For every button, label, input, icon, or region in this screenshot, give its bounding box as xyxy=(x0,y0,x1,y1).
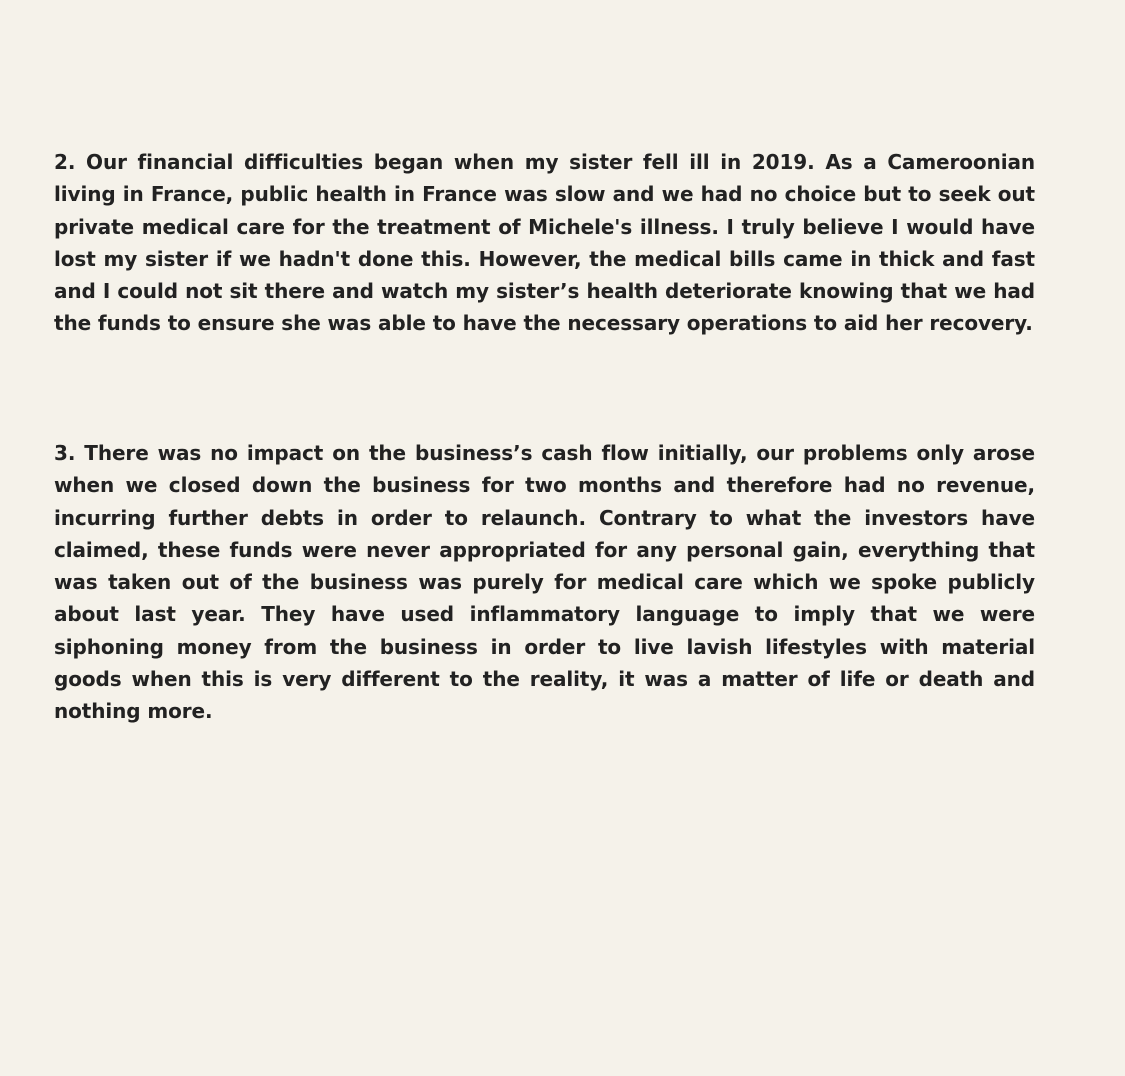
statement-paragraph-2: 2. Our financial difficulties began when my sister fell ill in 2019. As a Cameroonian living in France, public health in France was slow and we had no choice but to seek out private medical care for the treatment of Michele's illness. I truly believe I would have lost my sister if we hadn't done this. However, the medical bills came in thick and fast and I could not sit there and watch my sister’s health deteriorate knowing that we had the funds to ensure she was able to have the necessary operations to aid her recovery. xyxy=(54,150,1035,336)
statement-paragraph-3: 3. There was no impact on the business’s cash flow initially, our problems only arose when we closed down the business for two months and therefore had no revenue, incurring further debts in order to relaunch. Contrary to what the investors have claimed, these funds were never appropriated for any personal gain, everything that was taken out of the business was purely for medical care which we spoke publicly about last year. They have used inflammatory language to imply that we were siphoning money from the business in order to live lavish lifestyles with material goods when this is very different to the reality, it was a matter of life or death and nothing more. xyxy=(54,441,1035,724)
